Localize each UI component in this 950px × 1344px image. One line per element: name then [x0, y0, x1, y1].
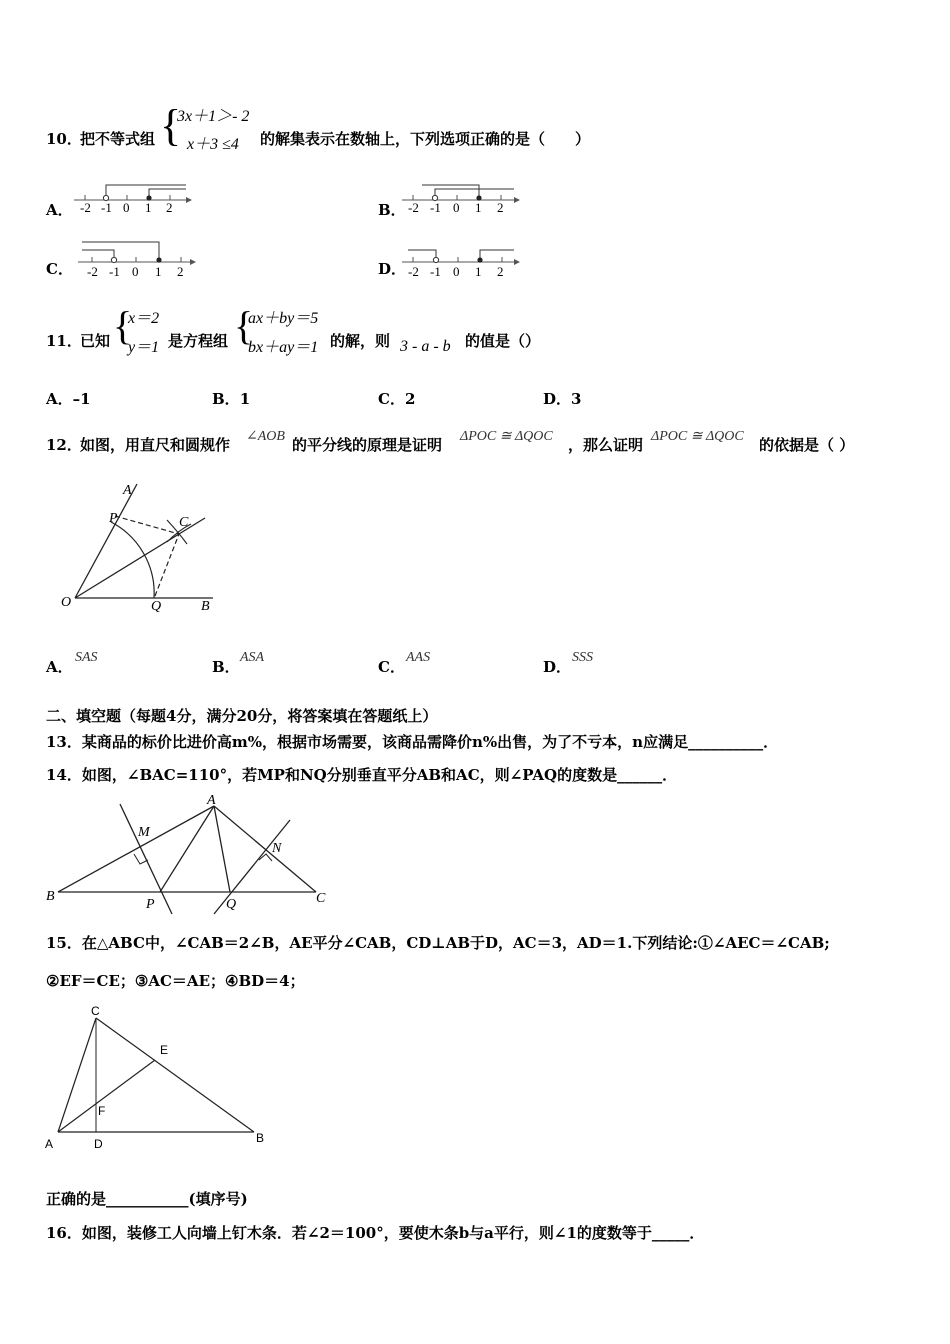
q15-line-2: ②EF＝CE；③AC＝AE；④BD＝4； [46, 972, 305, 990]
q14-figure [44, 790, 334, 918]
q14-label-n: N [272, 841, 282, 856]
q10-d-tick-2: 2 [497, 264, 504, 279]
q10-a-tick-m2: -2 [80, 200, 91, 215]
q15-label-c: C [91, 1004, 100, 1018]
q10-a-tick-0: 0 [123, 200, 130, 215]
q12-text-4: 的依据是（ ） [759, 436, 855, 454]
q12-option-a-value[interactable]: SAS [75, 650, 98, 665]
q10-b-tick-1: 1 [475, 200, 482, 215]
q11-option-b[interactable]: B．1 [212, 390, 251, 408]
q13-text: 13．某商品的标价比进价高m%，根据市场需要，该商品需降价n%出售，为了不亏本，n应满足__________． [46, 733, 779, 751]
q10-b-tick-m1: -1 [430, 200, 441, 215]
q12-text-2: 的平分线的原理是证明 [292, 436, 443, 454]
q12-option-c-label[interactable]: C． [378, 658, 405, 676]
q12-label-c: C [179, 515, 189, 530]
q10-b-tick-0: 0 [453, 200, 460, 215]
q15-label-e: E [160, 1043, 169, 1057]
q12-label-p: P [109, 511, 118, 526]
q10-ineq2: x＋3 ≤4 [187, 136, 239, 153]
q12-angle-aob: ∠AOB [246, 429, 285, 444]
q10-ineq1: 3x＋1＞- 2 [177, 108, 250, 125]
q12-option-c-value[interactable]: AAS [406, 650, 431, 665]
q11-eq1: ax＋by＝5 [248, 310, 319, 327]
q10-a-tick-2: 2 [166, 200, 173, 215]
q10-c-tick-m2: -2 [87, 264, 98, 279]
q11-brace2: { [234, 303, 254, 348]
q11-suffix: 的值是（） [465, 332, 541, 350]
q10-d-tick-m1: -1 [430, 264, 441, 279]
q10-c-tick-1: 1 [155, 264, 162, 279]
q11-option-a[interactable]: A．–1 [46, 390, 91, 408]
q12-label-a: A [123, 483, 132, 498]
q10-brace: { [160, 101, 182, 150]
q11-brace1: { [113, 303, 133, 348]
q11-prefix: 已知 [80, 332, 111, 350]
q14-label-c: C [316, 891, 326, 906]
q12-option-d-value[interactable]: SSS [572, 650, 593, 665]
q15-answer-line: 正确的是___________(填序号) [46, 1190, 248, 1208]
q15-label-a: A [45, 1137, 54, 1151]
q15-label-b: B [256, 1131, 265, 1145]
q12-figure [55, 478, 225, 618]
q12-text-1: 如图，用直尺和圆规作 [80, 436, 231, 454]
q11-sol1: x＝2 [128, 310, 160, 327]
q11-option-d[interactable]: D．3 [543, 390, 582, 408]
q14-text: 14．如图，∠BAC=110°，若MP和NQ分别垂直平分AB和AC，则∠PAQ的度数是______． [46, 766, 678, 784]
q11-expr: 3 - a - b [400, 338, 451, 355]
q10-d-tick-0: 0 [453, 264, 460, 279]
q10-c-tick-2: 2 [177, 264, 184, 279]
q11-mid2: 的解，则 [330, 332, 391, 350]
q14-label-p: P [146, 897, 155, 912]
q11-mid: 是方程组 [168, 332, 229, 350]
q10-c-tick-m1: -1 [109, 264, 120, 279]
q10-d-tick-1: 1 [475, 264, 482, 279]
q12-label-o: O [61, 595, 72, 610]
q15-figure [42, 1002, 272, 1152]
q10-a-tick-1: 1 [145, 200, 152, 215]
q10-d-tick-m2: -2 [408, 264, 419, 279]
q10-b-tick-2: 2 [497, 200, 504, 215]
q10-option-a-label[interactable]: A． [46, 201, 73, 219]
q14-label-q: Q [226, 897, 237, 912]
q10-b-tick-m2: -2 [408, 200, 419, 215]
q12-number: 12． [46, 436, 82, 454]
q11-sol2: y＝1 [128, 339, 160, 356]
q12-option-b-value[interactable]: ASA [240, 650, 265, 665]
q10-option-b-label[interactable]: B． [378, 201, 406, 219]
q12-option-d-label[interactable]: D． [543, 658, 572, 676]
q10-option-d-numberline[interactable] [402, 240, 522, 276]
q16-text: 16．如图，装修工人向墙上钉木条．若∠2＝100°，要使木条b与a平行，则∠1的度数等于_____． [46, 1224, 705, 1242]
q10-option-a-numberline[interactable] [74, 180, 192, 216]
q14-label-a: A [207, 793, 216, 808]
q12-option-a-label[interactable]: A． [46, 658, 73, 676]
q10-prefix: 把不等式组 [80, 130, 156, 148]
q12-label-q: Q [151, 599, 162, 614]
q10-number: 10． [46, 130, 82, 148]
q10-option-d-label[interactable]: D． [378, 260, 407, 278]
q12-label-b: B [201, 599, 210, 614]
q10-option-c-label[interactable]: C． [46, 260, 73, 278]
q15-line-1: 15．在△ABC中，∠CAB＝2∠B，AE平分∠CAB，CD⊥AB于D，AC＝3，AD＝1.下列结论:①∠AEC＝∠CAB; [46, 934, 830, 952]
q11-number: 11． [46, 332, 82, 350]
q12-option-b-label[interactable]: B． [212, 658, 240, 676]
q14-label-m: M [138, 825, 150, 840]
q11-eq2: bx＋ay＝1 [248, 339, 319, 356]
q15-label-f: F [98, 1104, 106, 1118]
q12-congruence-2: ΔPOC ≅ ΔQOC [651, 429, 744, 444]
section-2-heading: 二、填空题（每题4分，满分20分，将答案填在答题纸上） [46, 707, 438, 725]
q10-suffix: 的解集表示在数轴上，下列选项正确的是（ ） [260, 130, 591, 148]
q10-a-tick-m1: -1 [101, 200, 112, 215]
q15-label-d: D [94, 1137, 103, 1151]
q12-text-3: ，那么证明 [568, 436, 644, 454]
q10-c-tick-0: 0 [132, 264, 139, 279]
q11-option-c[interactable]: C．2 [378, 390, 416, 408]
q12-congruence-1: ΔPOC ≅ ΔQOC [460, 429, 553, 444]
q14-label-b: B [46, 889, 55, 904]
